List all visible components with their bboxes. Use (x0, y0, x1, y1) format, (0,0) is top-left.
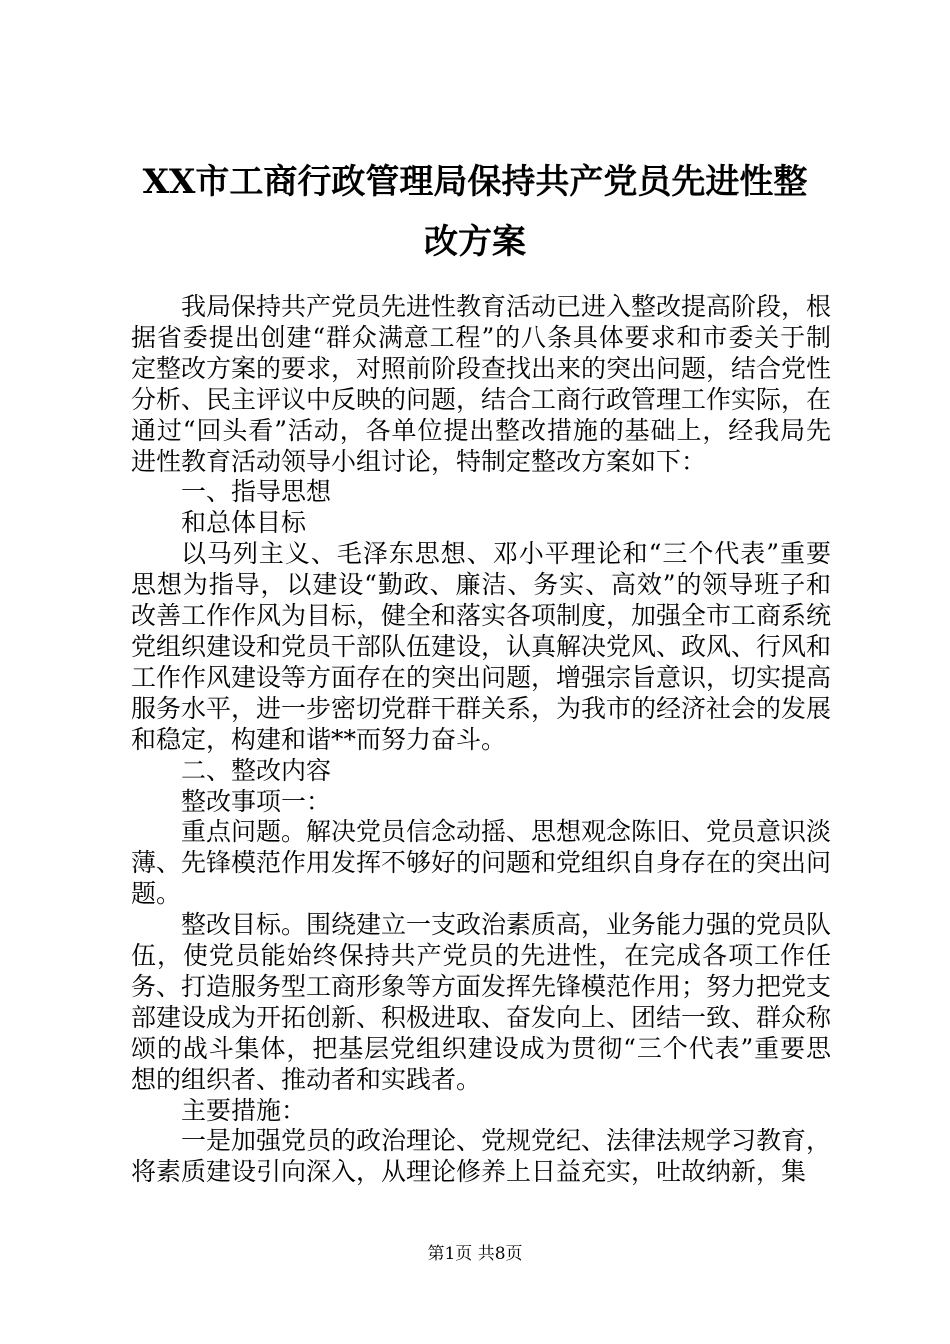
heading-overall-goal: 和总体目标 (181, 508, 307, 538)
page-number-footer: 第1页 共8页 (427, 1244, 523, 1264)
heading-main-measures: 主要措施： (181, 1095, 307, 1125)
paragraph-guiding-ideology: 以马列主义、毛泽东思想、邓小平理论和“三个代表”重要思想为指导，以建设“勤政、廉洁、务实、高效”的领导班子和改善工作作风为目标，健全和落实各项制度，加强全市工商系统党组织建设和党员干部队伍建设，认真解决党风、政风、行风和工作作风建设等方面存在的突出问题，增强宗旨意识，切实提高服务水平，进一步密切党群干群关系，为我市的经济社会的发展和稳定，构建和谐**而努力奋斗。 (131, 539, 832, 754)
paragraph-rectification-goal: 整改目标。围绕建立一支政治素质高，业务能力强的党员队伍，使党员能始终保持共产党员的先进性，在完成各项工作任务、打造服务型工商形象等方面发挥先锋模范作用；努力把党支部建设成为开拓创新、积极进取、奋发向上、团结一致、群众称颂的战斗集体，把基层党组织建设成为贯彻“三个代表”重要思想的组织者、推动者和实践者。 (131, 910, 832, 1094)
paragraph-key-issues: 重点问题。解决党员信念动摇、思想观念陈旧、党员意识淡薄、先锋模范作用发挥不够好的问题和党组织自身存在的突出问题。 (131, 817, 832, 909)
document-title-line-2: 改方案 (424, 222, 526, 262)
document-body (131, 292, 831, 1188)
paragraph-intro: 我局保持共产党员先进性教育活动已进入整改提高阶段，根据省委提出创建“群众满意工程”的八条具体要求和市委关于制定整改方案的要求，对照前阶段查找出来的突出问题，结合党性分析、民主评议中反映的问题，结合工商行政管理工作实际，在通过“回头看”活动，各单位提出整改措施的基础上，经我局先进性教育活动领导小组讨论，特制定整改方案如下： (131, 292, 832, 476)
document-title-line-1: XX市工商行政管理局保持共产党员先进性整 (142, 162, 808, 202)
heading-rectification-item-one: 整改事项一： (181, 786, 332, 816)
heading-rectification-content: 二、整改内容 (181, 755, 332, 785)
heading-guiding-ideology: 一、指导思想 (181, 477, 332, 507)
paragraph-measure-one: 一是加强党员的政治理论、党规党纪、法律法规学习教育，将素质建设引向深入，从理论修养上日益充实，吐故纳新，集 (131, 1126, 832, 1187)
